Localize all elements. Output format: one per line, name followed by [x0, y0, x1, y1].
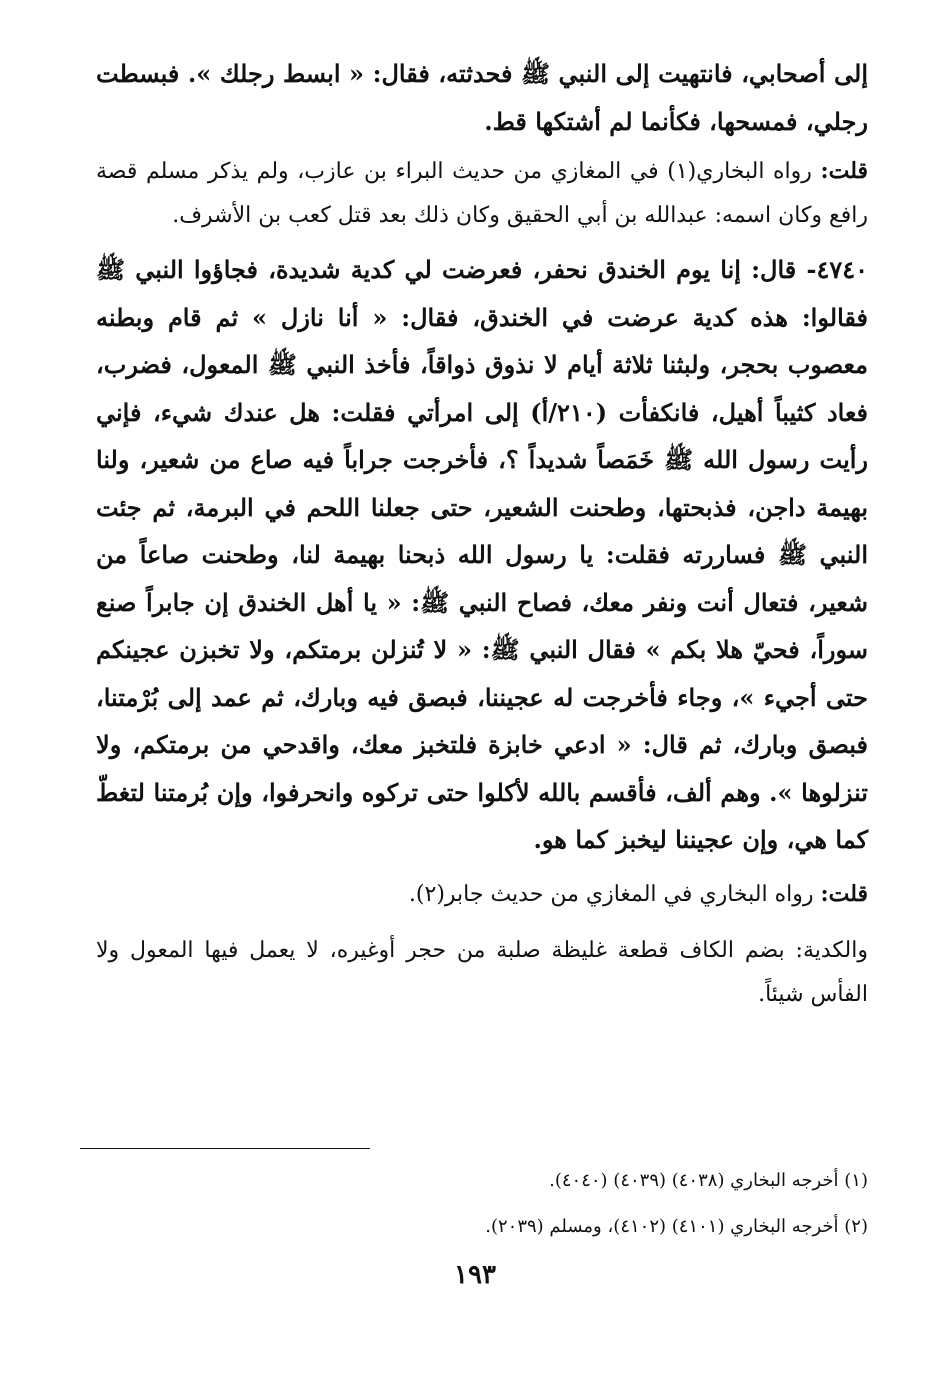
commentary-note-2 — [96, 872, 868, 917]
footnotes — [96, 1158, 868, 1250]
note-lead: قلت: — [820, 158, 868, 184]
commentary-note-1 — [96, 149, 868, 238]
hadith-4740: ٤٧٤٠- قال: إنا يوم الخندق نحفر، فعرضت لي كدية شديدة، فجاؤوا النبي ﷺ فقالوا: هذه كدية عرضت في الخندق، فقال: « أنا نازل » ثم قام وبطنه معصوب بحجر، ولبثنا ثلاثة أيام لا نذوق ذواقاً، فأخذ النبي ﷺ المعول، فضرب، فعاد كثيباً أهيل، فانكفأت (٢١٠/أ) إلى امرأتي فقلت: هل عندك شيء، فإني رأيت رسول الله ﷺ خَمَصاً شديداً ؟، فأخرجت جراباً فيه صاع من شعير، ولنا بهيمة داجن، فذبحتها، وطحنت الشعير، حتى جعلنا اللحم في البرمة، ثم جئت النبي ﷺ فساررته فقلت: يا رسول الله ذبحنا بهيمة لنا، وطحنت صاعاً من شعير، فتعال أنت ونفر معك، فصاح النبي ﷺ: « يا أهل الخندق إن جابراً صنع سوراً، فحيّ هلا بكم » فقال النبي ﷺ: « لا تُنزلن برمتكم، ولا تخبزن عجينكم حتى أجيء »، وجاء فأخرجت له عجيننا، فبصق فيه وبارك، ثم عمد إلى بُرْمتنا، فبصق وبارك، ثم قال: « ادعي خابزة فلتخبز معك، واقدحي من برمتكم، ولا تنزلوها ». وهم ألف، فأقسم بالله لأكلوا حتى تركوه وانحرفوا، وإن بُرمتنا لتغطّ كما هي، وإن عجيننا ليخبز كما هو. — [96, 255, 869, 854]
page-number: ١٩٣ — [454, 1260, 496, 1290]
note-text: رواه البخاري(١) في المغازي من حديث البراء بن عازب، ولم يذكر مسلم قصة رافع وكان اسمه: عبدالله بن أبي الحقيق وكان ذلك بعد قتل كعب بن الأشرف. — [96, 159, 868, 228]
hadith-continuation: إلى أصحابي، فانتهيت إلى النبي ﷺ فحدثته، فقال: « ابسط رجلك ». فبسطت رجلي، فمسحها، فكأنما لم أشتكها قط. — [96, 59, 868, 136]
note-lead: قلت: — [820, 880, 868, 907]
footnote-separator — [80, 1148, 370, 1149]
note-text: رواه البخاري في المغازي من حديث جابر(٢). — [408, 881, 814, 907]
footnote-1: (١) أخرجه البخاري (٤٠٣٨) (٤٠٣٩) (٤٠٤٠). — [549, 1170, 868, 1191]
footnote-2: (٢) أخرجه البخاري (٤١٠١) (٤١٠٢)، ومسلم (٢٠٣٩). — [485, 1216, 868, 1237]
vocabulary-note: والكدية: بضم الكاف قطعة غليظة صلبة من حجر أوغيره، لا يعمل فيها المعول ولا الفأس شيئاً. — [96, 937, 868, 1007]
